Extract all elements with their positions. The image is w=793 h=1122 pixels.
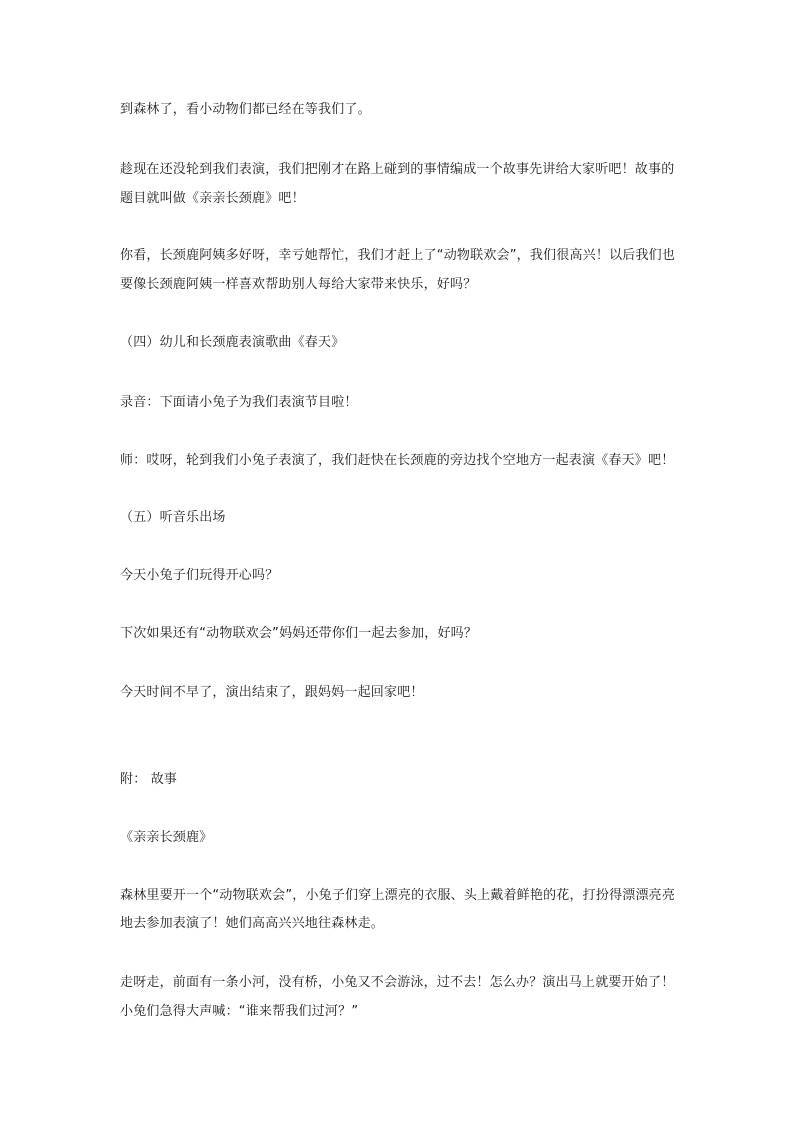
paragraph-line: 趁现在还没轮到我们表演，我们把刚才在路上碰到的事情编成一个故事先讲给大家听吧！故事的 <box>120 162 675 177</box>
paragraph-line: 录音：下面请小兔子为我们表演节目啦！ <box>120 395 358 410</box>
paragraph-line: 走呀走，前面有一条小河，没有桥，小兔又不会游泳，过不去！怎么办？演出马上就要开始了！ <box>120 975 675 990</box>
appendix-label: 附： 故事 <box>120 772 178 787</box>
paragraph-line: 到森林了，看小动物们都已经在等我们了。 <box>120 102 371 117</box>
paragraph-line: 你看，长颈鹿阿姨多好呀，幸亏她帮忙，我们才赶上了“动物联欢会”，我们很高兴！以后我们也 <box>120 248 676 263</box>
paragraph-line: 地去参加表演了！她们高高兴兴地往森林走。 <box>120 916 385 931</box>
paragraph-line: 今天时间不早了，演出结束了，跟妈妈一起回家吧！ <box>120 685 424 700</box>
paragraph-line: 下次如果还有“动物联欢会”妈妈还带你们一起去参加，好吗？ <box>120 626 478 641</box>
section-heading: （四）幼儿和长颈鹿表演歌曲《春天》 <box>120 335 345 350</box>
paragraph-line: 题目就叫做《亲亲长颈鹿》吧！ <box>120 191 305 206</box>
story-title: 《亲亲长颈鹿》 <box>120 830 213 845</box>
paragraph-line: 要像长颈鹿阿姨一样喜欢帮助别人每给大家带来快乐，好吗？ <box>120 277 477 292</box>
section-heading: （五）听音乐出场 <box>120 510 226 525</box>
paragraph-line: 小兔们急得大声喊：“谁来帮我们过河？” <box>120 1004 359 1019</box>
paragraph-line: 今天小兔子们玩得开心吗？ <box>120 568 279 583</box>
paragraph-line: 师：哎呀，轮到我们小兔子表演了，我们赶快在长颈鹿的旁边找个空地方一起表演《春天》吧！ <box>120 453 675 468</box>
paragraph-line: 森林里要开一个“动物联欢会”，小兔子们穿上漂亮的衣服、头上戴着鲜艳的花，打扮得漂漂亮亮 <box>120 888 676 903</box>
